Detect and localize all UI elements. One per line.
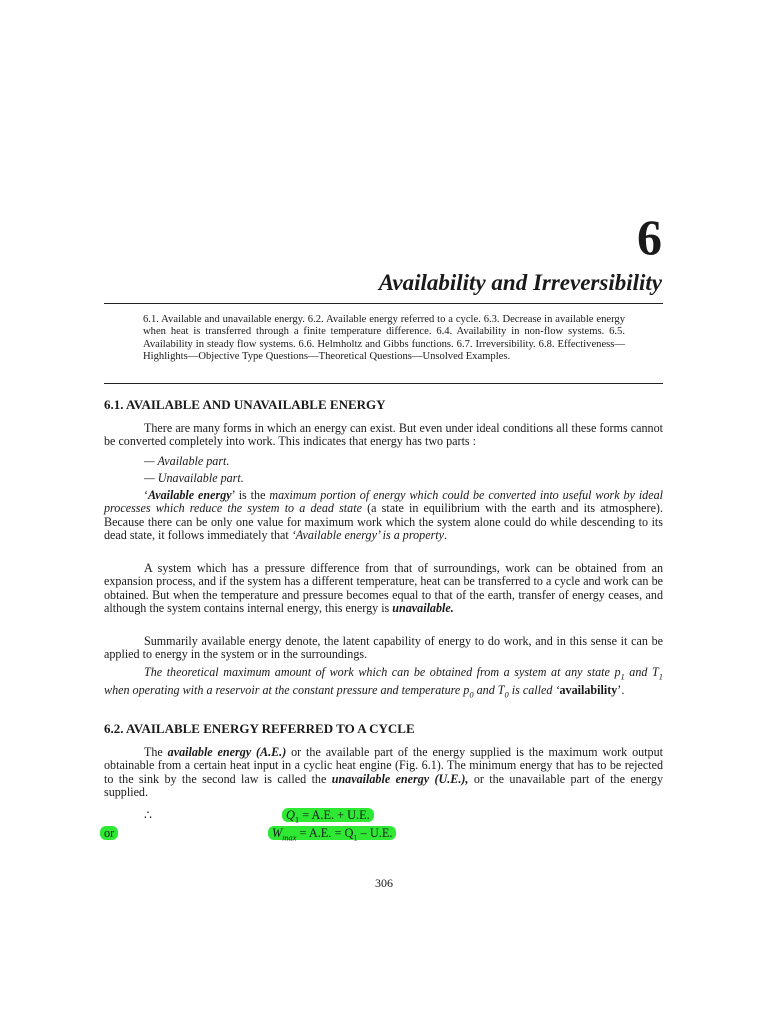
top-rule bbox=[104, 303, 663, 304]
or-label: or bbox=[100, 826, 118, 841]
equation-max-work: $W_{max} = A.E$. = $Q_1 - U.E$. bbox=[268, 826, 396, 842]
list-item-unavailable: — Unavailable part. bbox=[144, 471, 244, 485]
paragraph-pressure-difference: A system which has a pressure difference from that of surroundings, work can be obtained from an expansion process, and if the system has a different temperature, heat can be transferred to a cycle and work can be obtained. But when the temperature and pressure becomes equal to that of the earth, transfer of energy ceases, and although the system contains internal energy, this energy is unavailable. bbox=[104, 561, 663, 616]
paragraph-summary: Summarily available energy denote, the latent capability of energy to do work, and in this sense it can be applied to energy in the system or in the surroundings. bbox=[104, 634, 663, 662]
section-heading-6-2: 6.2. AVAILABLE ENERGY REFERRED TO A CYCLE bbox=[104, 721, 415, 736]
paragraph-available-energy-cycle: The available energy (A.E.) or the available part of the energy supplied is the maximum work output obtainable from a certain heat input in a cyclic heat engine (Fig. 6.1). The minimum energy that has to be rejected to the sink by the second law is called the unavailable energy (U.E.), or the unavailable part of the energy supplied. bbox=[104, 745, 664, 800]
list-item-available: — Available part. bbox=[144, 454, 230, 468]
therefore-symbol: ∴ bbox=[144, 808, 152, 822]
bottom-rule bbox=[104, 383, 663, 384]
paragraph-intro: There are many forms in which an energy can exist. But even under ideal conditions all these forms cannot be converted completely into work. This indicates that energy has two parts : bbox=[104, 421, 663, 449]
equation-energy-balance: $Q_1 = A.E$. + U.E. bbox=[282, 808, 374, 824]
chapter-contents: 6.1. Available and unavailable energy. 6.2. Available energy referred to a cycle. 6.3. Decrease in available energy when heat is transferred through a finite temperature difference. 6.4. Availability in non-flow systems. 6.5. Availability in steady flow systems. 6.6. Helmholtz and Gibbs functions. 6.7. Irreversibility. 6.8. Effectiveness—Highlights—Objective Type Questions—Theoretical Questions—Unsolved Examples. bbox=[143, 314, 625, 363]
paragraph-availability-definition: The theoretical maximum amount of work which can be obtained from a system at any state $p_1$ and $T_1$ when operating with a reservoir at the constant pressure and temperature $p_0$ and $T_0$ is called ‘availability’. bbox=[104, 665, 663, 700]
chapter-title: Availability and Irreversibility bbox=[378, 270, 662, 295]
paragraph-available-energy: ‘Available energy’ is the maximum portion of energy which could be converted into useful work by ideal processes which reduce the system to a dead state (a state in equilibrium with the earth and its atmosphere). Because there can be only one value for maximum work which the system alone could do while descending to its dead state, it follows immediately that ‘Available energy’ is a property. bbox=[104, 488, 664, 543]
page-number: 306 bbox=[375, 876, 393, 890]
section-heading-6-1: 6.1. AVAILABLE AND UNAVAILABLE ENERGY bbox=[104, 397, 386, 412]
chapter-number: 6 bbox=[637, 209, 662, 265]
